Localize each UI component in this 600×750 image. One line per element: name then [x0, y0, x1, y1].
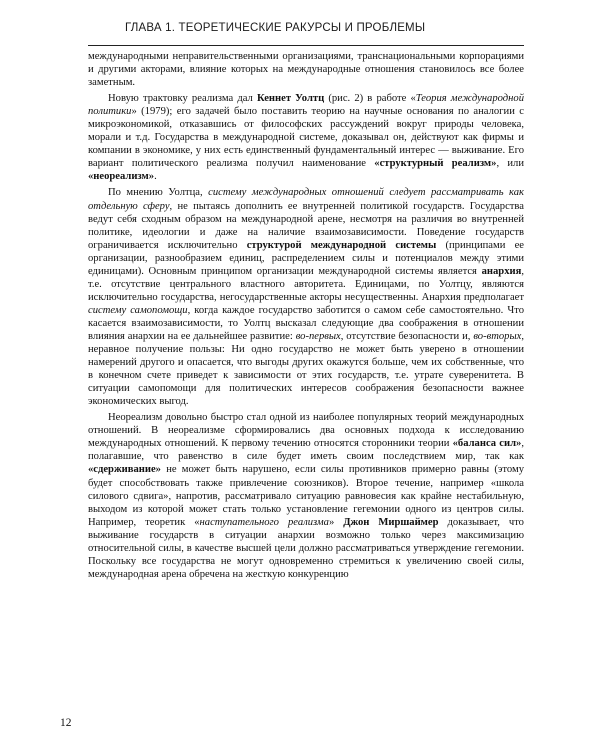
text-run: (рис. 2) в работе « — [324, 93, 416, 105]
bold-term: «структурный реализм» — [374, 158, 497, 170]
running-header: ГЛАВА 1. ТЕОРЕТИЧЕСКИЕ РАКУРСЫ И ПРОБЛЕМЫ — [125, 22, 426, 34]
text-run: не может быть нарушено, если силы противников примерно равны (этому будет способствовать также привлечение союзников). Второе течение, например «школа силового сдвига», напротив, рассматривало ситуацию равновесия как крайне нестабильную, выходом из которой может стать только установление гегемонии одного из центров силы. Например, теоретик « — [88, 464, 524, 528]
italic-phrase: систему самопомощи — [88, 304, 188, 316]
bold-term: «неореализм» — [88, 171, 155, 183]
italic-phrase: систему международных отношений следует рассматривать как отдельную сферу — [88, 187, 524, 212]
text-run: » (1979); его задачей было поставить теорию на научные основания по аналогии с микроэкономикой, отказавшись от философских рассуждений вокруг природы человека, морали и т.д. Государства в международной системе, доказывал он, действуют как фирмы и компании в экономике, у них есть единственный фундаментальный интерес — выживание. Его вариант политического реализма получил наименование — [88, 106, 524, 170]
text-run: международными неправительственными организациями, транснациональными корпорациями и другими акторами, влияние которых на международные отношения становилось все более заметным. — [88, 51, 524, 89]
text-run: , когда каждое государство заботится о самом себе самостоятельно. Что касается взаимозависимости, то Уолтц высказал следующие два соображения в отношении влияния анархии на ее дальнейшее развитие: — [88, 304, 524, 342]
italic-phrase: Теория международной политики — [88, 93, 524, 118]
italic-phrase: наступательного реализма — [199, 516, 329, 528]
paragraph-neorealism — [88, 411, 524, 581]
text-run: , или — [496, 158, 524, 170]
paragraph-international-system — [88, 186, 524, 408]
text-run: , не пытаясь дополнить ее внутренней политикой государств. Государства ведут себя сходным образом на международной арене, несмотря на различия во внутренней политике, идеологии и даже на наличие взаимозависимости. Поведение государств ограничивается исключительно — [88, 200, 524, 251]
bold-term: Кеннет Уолтц — [256, 93, 325, 105]
italic-phrase: во-первых — [295, 330, 341, 342]
header-rule — [88, 45, 524, 46]
bold-term: «сдерживание» — [88, 464, 161, 476]
bold-term: Джон Миршаймер — [343, 516, 439, 528]
text-run: доказывает, что выживание государств в ситуации анархии возможно только через максимизацию относительной силы, в качестве высшей цели должно рассматриваться утверждение гегемонии. Поскольку все государства не могут одновременно стремиться к увеличению своей силы, международная арена обречена на жесткую конкуренцию — [88, 516, 524, 580]
paragraph-continuation — [88, 50, 524, 89]
text-run: (принципами ее организации, разнообразием единиц, распределением силы и потенциалов между этими единицами). Основным принципом организации международной системы является — [88, 239, 524, 277]
body-text — [88, 50, 524, 581]
text-run: , т.е. отсутствие центрального властного авторитета. Единицами, по Уолтцу, являются исключительно государства, негосударственные акторы несущественны. Анархия предполагает — [88, 265, 524, 303]
bold-term: «баланса сил» — [452, 438, 522, 450]
text-run: Неореализм довольно быстро стал одной из наиболее популярных теорий международных отношений. В неореализме сформировались два основных подхода к исследованию международных отношений. К первому течению относятся сторонники теории — [88, 412, 524, 450]
bold-term: анархия — [481, 265, 522, 277]
text-run: , полагавшие, что равенство в силе будет иметь своим последствием мир, так как — [88, 438, 524, 463]
text-run: , неравное получение пользы: Ни одно государство не может быть уверено в отношении намерений другого и опасается, что выгоды других окажутся больше, чем их собственные, что в конечном счете приведет к зависимости от этих государств, т.е. утрате суверенитета. В ситуации самопомощи для политических интересов соображения безопасности важнее экономических выгод. — [88, 330, 524, 408]
text-run: , отсутствие безопасности и, — [340, 330, 474, 342]
bold-term: структурой международной системы — [246, 239, 437, 251]
text-run: Новую трактовку реализма дал — [108, 93, 257, 105]
paragraph-waltz — [88, 92, 524, 183]
text-run: . — [154, 171, 157, 183]
text-run: По мнению Уолтца, — [108, 187, 209, 199]
italic-phrase: во-вторых — [473, 330, 522, 342]
page-number: 12 — [60, 717, 72, 729]
text-run: » — [328, 516, 344, 528]
